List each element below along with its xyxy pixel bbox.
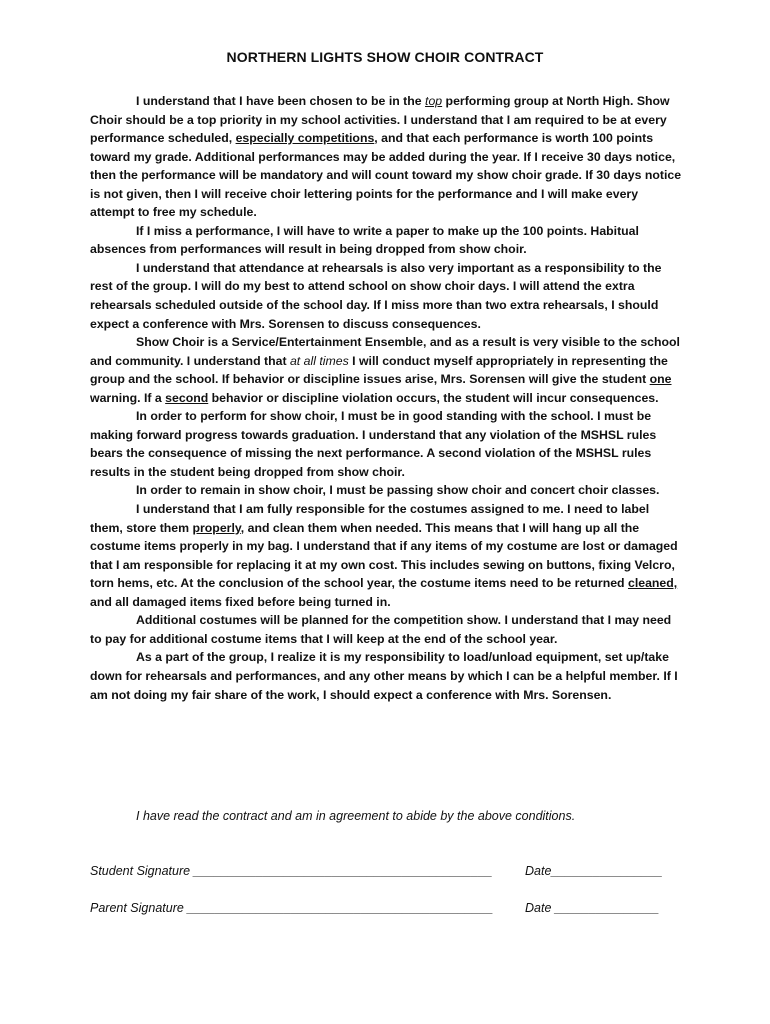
p4-emphasis-second: second [165, 390, 209, 405]
p7-text-c: , and clean them when needed. This means that I will hang up all the costume items properly in my bag. I understand that if any items of my costume are lost or damaged that I am responsible for replacing it at my own cost. This includes sewing on buttons, fixing Velcro, torn hems, etc. At the conclusion of the school year, the costume items need to be returned [90, 520, 678, 591]
parent-signature-row [90, 901, 660, 915]
agreement-statement: I have read the contract and am in agreement to abide by the above conditions. [136, 809, 576, 823]
paragraph-passing-classes: In order to remain in show choir, I must be passing show choir and concert choir classes. [136, 483, 660, 498]
document-title: NORTHERN LIGHTS SHOW CHOIR CONTRACT [226, 49, 544, 65]
p1-emphasis-top: top [425, 94, 443, 108]
paragraph-rehearsals: I understand that attendance at rehearsals is also very important as a responsibility to the rest of the group. I will do my best to attend school on show choir days. I will attend the extra rehearsals scheduled outside of the school day. If I miss more than two extra rehearsals, I should expect a conference with Mrs. Sorensen to discuss consequences. [90, 260, 662, 331]
student-date-line[interactable]: Date________________ [525, 864, 663, 878]
p4-emphasis-one: one [649, 372, 672, 387]
student-signature-row [90, 864, 663, 878]
p1-text-a: I understand that I have been chosen to be in the [136, 94, 426, 108]
p4-emphasis-all-times: at all times [289, 353, 349, 368]
p7-emphasis-cleaned: cleaned, [627, 576, 678, 591]
p1-text-e: , and that each performance is worth 100 points toward my grade. Additional performances may be added during the year. If I receive 30 days notice, then the performance will be mandatory and will count toward my show choir grade. If 30 days notice is not given, then I will receive choir lettering points for the performance and I will make every attempt to free my schedule. [90, 131, 682, 220]
p7-text-a: I understand that I am fully responsible for the costumes assigned to me. I need to label them, store them [90, 502, 650, 535]
p1-emphasis-competitions: especially competitions [235, 131, 375, 146]
p7-text-e: and all damaged items fixed before being turned in. [90, 594, 391, 609]
paragraph-responsibility: As a part of the group, I realize it is my responsibility to load/unload equipment, set up/take down for rehearsals and performances, and any other means by which I can be a helpful member. If I am not doing my fair share of the work, I should expect a conference with Mrs. Sorensen. [90, 650, 678, 702]
paragraph-missed-performance: If I miss a performance, I will have to write a paper to make up the 100 points. Habitual absences from performances will result in being dropped from show choir. [90, 223, 639, 257]
parent-date-line[interactable]: Date _______________ [525, 901, 660, 915]
paragraph-conduct [90, 333, 682, 407]
p4-text-e: warning. If a [90, 390, 166, 405]
parent-signature-line[interactable]: Parent Signature ____________________________________________ [90, 901, 494, 915]
paragraph-additional-costumes: Additional costumes will be planned for the competition show. I understand that I may need to pay for additional costume items that I will keep at the end of the school year. [90, 613, 672, 646]
paragraph-commitment [90, 92, 682, 222]
p4-text-g: behavior or discipline violation occurs, the student will incur consequences. [208, 390, 659, 405]
p1-text-c: performing group at North High. Show Choir should be a top priority in my school activities. I understand that I am required to be at every performance scheduled, [90, 94, 670, 146]
contract-body [90, 92, 682, 704]
p4-text-c: I will conduct myself appropriately in representing the group and the school. If behavior or discipline issues arise, Mrs. Sorensen will give the student [90, 353, 668, 387]
paragraph-costumes [90, 500, 682, 611]
paragraph-good-standing: In order to perform for show choir, I must be in good standing with the school. I must be making forward progress towards graduation. I understand that any violation of the MSHSL rules bears the consequence of missing the next performance. A second violation of the MSHSL rules results in the student being dropped from show choir. [90, 409, 657, 479]
student-signature-line[interactable]: Student Signature ___________________________________________ [90, 864, 493, 878]
p7-emphasis-properly: properly [192, 520, 241, 535]
p4-text-a: Show Choir is a Service/Entertainment Ensemble, and as a result is very visible to the school and community. I understand that [90, 335, 680, 368]
